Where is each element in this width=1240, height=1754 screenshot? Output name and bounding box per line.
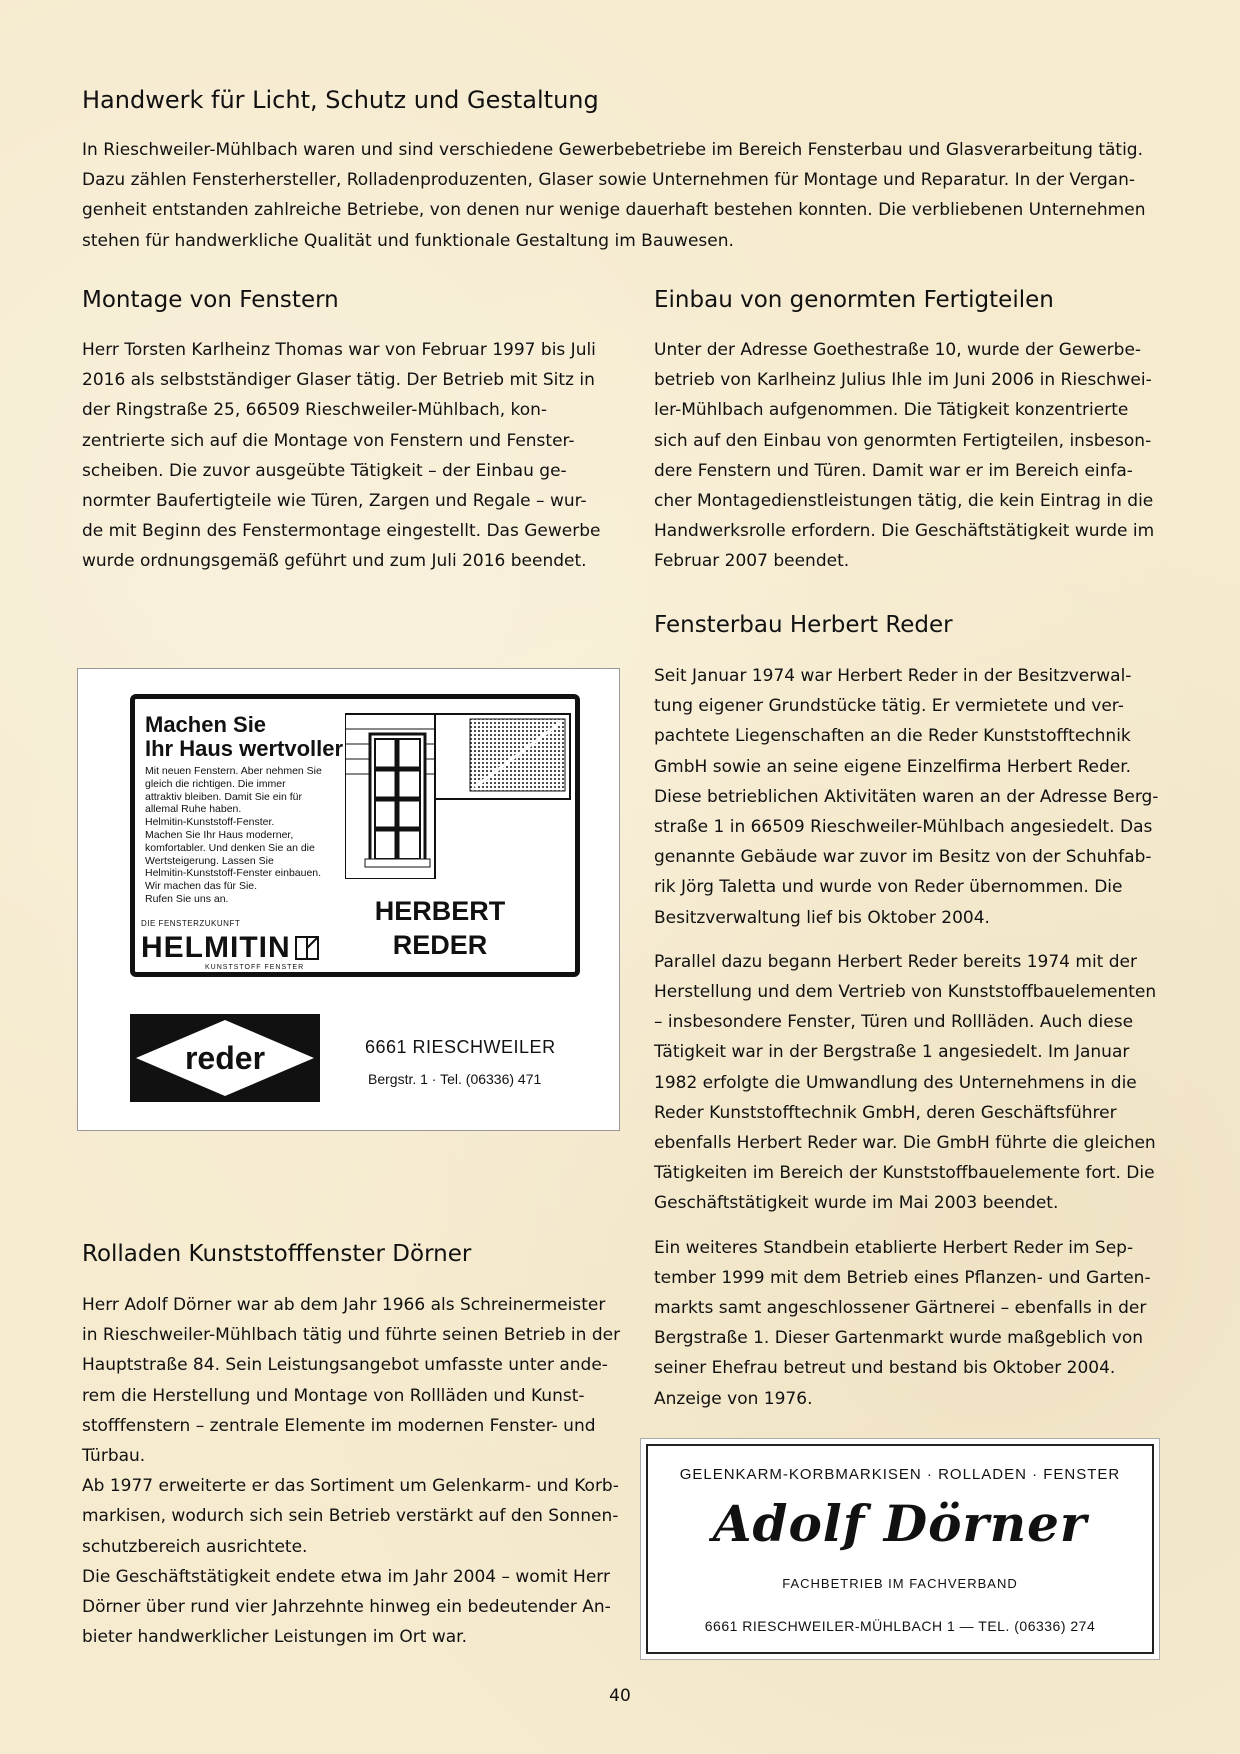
body-line: allemal Ruhe haben. (145, 803, 242, 816)
text-line: pachtete Liegenschaften an die Reder Kunststofftechnik (654, 726, 1131, 747)
reder-name (365, 894, 515, 962)
text-line: Parallel dazu begann Herbert Reder bereits 1974 mit der (654, 951, 1137, 972)
body-line: Machen Sie Ihr Haus moderner, (145, 828, 294, 841)
section-title-montage: Montage von Fenstern (82, 287, 339, 313)
text-line: Herr Torsten Karlheinz Thomas war von Februar 1997 bis Juli (82, 340, 596, 360)
text-line: Die Geschäftstätigkeit endete etwa im Jahr 2004 – womit Herr (82, 1566, 610, 1587)
text-line: Bergstraße 1. Dieser Gartenmarkt wurde maßgeblich von (654, 1328, 1144, 1349)
doerner-logo-name: Adolf Dörner (712, 1494, 1088, 1553)
reder-ad-headline (145, 713, 343, 761)
body-line: Helmitin-Kunststoff-Fenster einbauen. (145, 867, 322, 880)
text-line: Seit Januar 1974 war Herbert Reder in der Besitzverwal- (654, 666, 1132, 686)
text-line: Herstellung und dem Vertrieb von Kunststoffbauelementen (654, 982, 1157, 1003)
text-line: – insbesondere Fenster, Türen und Rollläden. Auch diese (654, 1012, 1134, 1033)
body-line: komfortabler. Und denken Sie an die (145, 841, 315, 854)
text-line: zentrierte sich auf die Montage von Fenstern und Fenster- (82, 430, 575, 451)
text-line: betrieb von Karlheinz Julius Ihle im Juni 2006 in Rieschwei- (654, 370, 1152, 391)
window-logo-icon (295, 936, 319, 960)
text-line: scheiben. Die zuvor ausgeübte Tätigkeit – der Einbau ge- (82, 460, 567, 481)
text-line: rik Jörg Taletta und wurde von Reder übernommen. Die (654, 877, 1123, 898)
headline-line: Ihr Haus wertvoller (145, 736, 344, 761)
section-text-einbau (654, 335, 1194, 577)
doerner-services: GELENKARM-KORBMARKISEN · ROLLADEN · FENSTER (679, 1466, 1121, 1483)
reder-city: 6661 RIESCHWEILER (365, 1037, 556, 1057)
text-line: wurde ordnungsgemäß geführt und zum Juli 2016 beendet. (82, 551, 587, 572)
text-line: Unter der Adresse Goethestraße 10, wurde der Gewerbe- (654, 340, 1142, 360)
window-illustration (345, 709, 575, 879)
helmitin-logo (141, 931, 319, 965)
section-title-reder: Fensterbau Herbert Reder (654, 612, 953, 638)
doerner-ad-frame (646, 1444, 1154, 1654)
section-title-doerner: Rolladen Kunststofffenster Dörner (82, 1241, 472, 1267)
text-line: genannte Gebäude war zuvor im Besitz von der Schuhfab- (654, 847, 1152, 868)
text-line: sich auf den Einbau von genormten Fertigteilen, insbeson- (654, 430, 1152, 451)
text-line: ler-Mühlbach aufgenommen. Die Tätigkeit konzentrierte (654, 400, 1129, 421)
helmitin-subtitle: KUNSTSTOFF FENSTER (205, 964, 305, 971)
body-line: Mit neuen Fenstern. Aber nehmen Sie (145, 765, 322, 777)
text-line: Tätigkeiten im Bereich der Kunststoffbauelemente fort. Die (654, 1163, 1155, 1184)
reder-address: Bergstr. 1 · Tel. (06336) 471 (368, 1071, 542, 1087)
text-line: 2016 als selbstständiger Glaser tätig. Der Betrieb mit Sitz in (82, 370, 595, 391)
text-line: dere Fenstern und Türen. Damit war er im Bereich einfa- (654, 460, 1133, 481)
headline-line: Machen Sie (145, 712, 267, 737)
text-line: Herr Adolf Dörner war ab dem Jahr 1966 als Schreinermeister (82, 1295, 606, 1315)
text-line: Tätigkeit war in der Bergstraße 1 angesiedelt. Im Januar (654, 1042, 1130, 1063)
body-line: Helmitin-Kunststoff-Fenster. (145, 816, 275, 829)
intro-line: Dazu zählen Fensterhersteller, Rolladenproduzenten, Glaser sowie Unternehmen für Montage und Reparatur. In der Vergan- (82, 170, 1136, 191)
paragraph (654, 661, 1194, 933)
text-line: Ab 1977 erweiterte er das Sortiment um Gelenkarm- und Korb- (82, 1476, 619, 1497)
text-line: normter Baufertigteile wie Türen, Zargen und Regale – wur- (82, 491, 587, 512)
name-line: REDER (392, 930, 488, 960)
page-number: 40 (609, 1686, 631, 1706)
text-line: Ein weiteres Standbein etablierte Herbert Reder im Sep- (654, 1237, 1134, 1258)
text-line: Reder Kunststofftechnik GmbH, deren Geschäftsführer (654, 1102, 1117, 1123)
text-line: Dörner über rund vier Jahrzehnte hinweg ein bedeutender An- (82, 1597, 611, 1618)
text-line: in Rieschweiler-Mühlbach tätig und führte seinen Betrieb in der (82, 1325, 621, 1346)
text-line: Türbau. (82, 1446, 146, 1467)
section-text-doerner (82, 1290, 652, 1652)
brand-text: HELMITIN (141, 931, 291, 964)
reder-advertisement (77, 668, 620, 1131)
text-line: rem die Herstellung und Montage von Rollläden und Kunst- (82, 1385, 585, 1406)
name-line: HERBERT (374, 896, 506, 926)
text-line: GmbH sowie an seine eigene Einzelfirma Herbert Reder. (654, 756, 1132, 777)
text-line: cher Montagedienstleistungen tätig, die kein Eintrag in die (654, 491, 1154, 512)
text-line: straße 1 in 66509 Rieschweiler-Mühlbach angesiedelt. Das (654, 817, 1153, 838)
section-text-reder (654, 661, 1194, 1428)
reder-ad-panel (130, 694, 580, 977)
text-line: Hauptstraße 84. Sein Leistungsangebot umfasste unter ande- (82, 1355, 608, 1376)
body-line: gleich die richtigen. Die immer (145, 777, 286, 790)
text-line: tember 1999 mit dem Betrieb eines Pflanzen- und Garten- (654, 1267, 1151, 1288)
intro-line: In Rieschweiler-Mühlbach waren und sind verschiedene Gewerbebetriebe im Bereich Fensterbau und Glasverarbeitung tätig. (82, 140, 1143, 160)
doerner-subtitle: FACHBETRIEB IM FACHVERBAND (782, 1576, 1018, 1591)
text-line: seiner Ehefrau betreut und bestand bis Oktober 2004. (654, 1358, 1116, 1379)
text-line: Diese betrieblichen Aktivitäten waren an der Adresse Berg- (654, 786, 1159, 807)
text-line: bieter handwerklicher Leistungen im Ort war. (82, 1627, 467, 1648)
text-line: stofffenstern – zentrale Elemente im modernen Fenster- und (82, 1415, 596, 1436)
text-line: 1982 erfolgte die Umwandlung des Unternehmens in die (654, 1072, 1137, 1093)
paragraph (654, 1233, 1194, 1414)
text-line: Geschäftstätigkeit wurde im Mai 2003 beendet. (654, 1193, 1059, 1214)
body-line: Rufen Sie uns an. (145, 892, 229, 905)
paragraph (654, 947, 1194, 1219)
body-line: attraktiv bleiben. Damit Sie ein für (145, 790, 302, 803)
doerner-advertisement (640, 1438, 1160, 1660)
reder-ad-body (145, 765, 350, 906)
text-line: markts samt angeschlossener Gärtnerei – ebenfalls in der (654, 1298, 1147, 1319)
reder-logo (130, 1014, 320, 1102)
body-line: Wir machen das für Sie. (145, 880, 258, 893)
doerner-address: 6661 RIESCHWEILER-MÜHLBACH 1 — TEL. (06336) 274 (704, 1618, 1096, 1634)
body-line: Wertsteigerung. Lassen Sie (145, 854, 274, 867)
helmitin-tagline: DIE FENSTERZUKUNFT (141, 919, 241, 928)
text-line: Februar 2007 beendet. (654, 551, 850, 572)
text-line: Besitzverwaltung lief bis Oktober 2004. (654, 907, 990, 928)
text-line: de mit Beginn des Fenstermontage eingestellt. Das Gewerbe (82, 521, 601, 542)
text-line: Anzeige von 1976. (654, 1388, 813, 1409)
text-line: schutzbereich ausrichtete. (82, 1536, 308, 1557)
intro-line: stehen für handwerkliche Qualität und funktionale Gestaltung im Bauwesen. (82, 230, 734, 251)
intro-line: genheit entstanden zahlreiche Betriebe, von denen nur wenige dauerhaft bestehen konnten. Die verbliebenen Unternehmen (82, 200, 1146, 221)
text-line: markisen, wodurch sich sein Betrieb verstärkt auf den Sonnen- (82, 1506, 619, 1527)
intro-paragraph (82, 135, 1182, 256)
section-text-montage (82, 335, 642, 577)
main-heading: Handwerk für Licht, Schutz und Gestaltung (82, 86, 599, 114)
text-line: Handwerksrolle erfordern. Die Geschäftstätigkeit wurde im (654, 521, 1155, 542)
text-line: der Ringstraße 25, 66509 Rieschweiler-Mühlbach, kon- (82, 400, 548, 421)
text-line: ebenfalls Herbert Reder war. Die GmbH führte die gleichen (654, 1133, 1156, 1154)
reder-diamond-logo (130, 1014, 320, 1102)
section-title-einbau: Einbau von genormten Fertigteilen (654, 287, 1054, 313)
logo-text: reder (184, 1040, 266, 1076)
text-line: tung eigener Grundstücke tätig. Er vermietete und ver- (654, 696, 1124, 717)
